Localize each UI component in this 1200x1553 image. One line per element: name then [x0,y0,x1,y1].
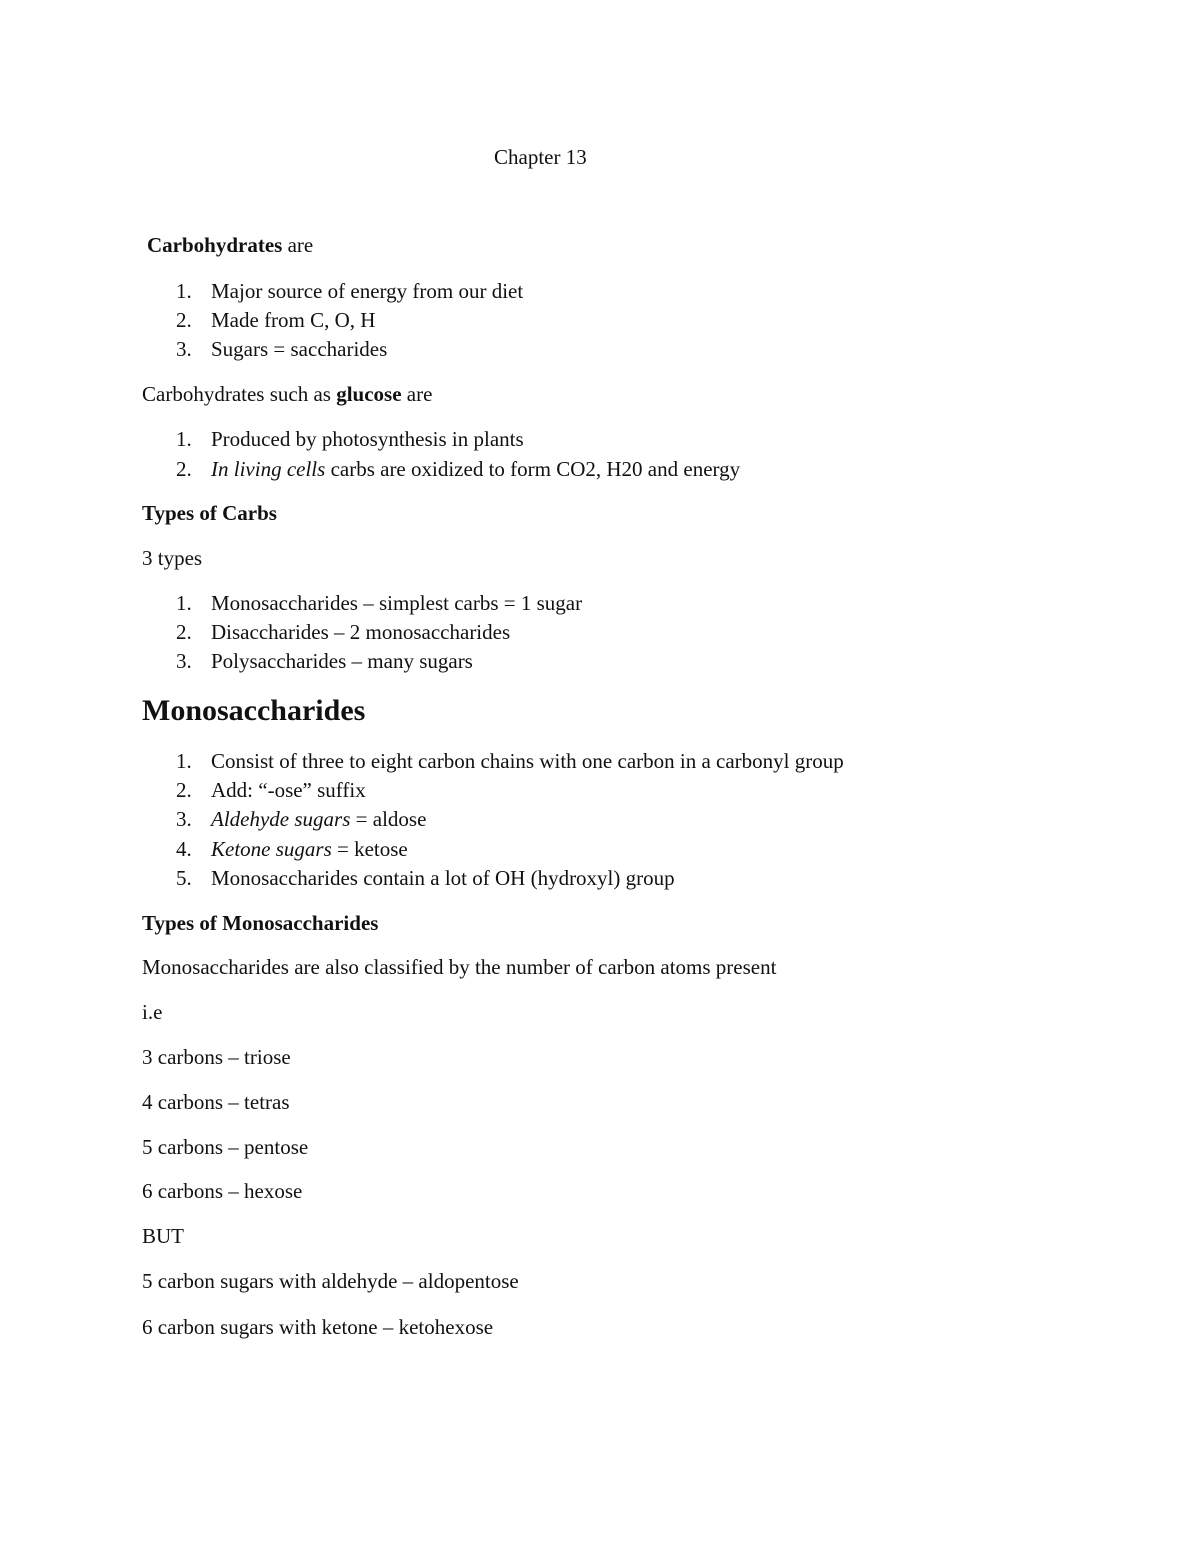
list-number: 2. [176,620,192,644]
section-heading: Monosaccharides [142,694,366,727]
list-number: 3. [176,807,192,831]
glucose-intro-post: are [401,382,433,406]
list-item: Made from C, O, H [211,308,376,332]
list-item: Consist of three to eight carbon chains with one carbon in a carbonyl group [211,749,844,773]
types-mono-heading: Types of Monosaccharides [142,911,379,935]
list-item [211,456,740,482]
paragraph: Monosaccharides are also classified by the number of carbon atoms present [142,955,777,979]
list-number: 1. [176,749,192,773]
list-item [211,836,408,862]
list-item: Monosaccharides – simplest carbs = 1 sugar [211,591,583,615]
list-number: 1. [176,427,192,451]
list-number: 5. [176,866,192,890]
list-item: Sugars = saccharides [211,337,388,361]
list-item-rest: carbs are oxidized to form CO2, H20 and energy [325,457,741,481]
types-count: 3 types [142,546,203,570]
paragraph: 5 carbons – pentose [142,1135,309,1159]
paragraph: 3 carbons – triose [142,1045,291,1069]
list-item: Add: “-ose” suffix [211,778,366,802]
list-item [211,806,426,832]
list-item-rest: = ketose [331,837,408,861]
list-number: 1. [176,279,192,303]
list-number: 2. [176,778,192,802]
paragraph: 5 carbon sugars with aldehyde – aldopentose [142,1269,519,1293]
paragraph: 4 carbons – tetras [142,1090,290,1114]
list-item-rest: = aldose [350,807,427,831]
carbs-intro-rest: are [282,233,314,257]
list-item: Produced by photosynthesis in plants [211,427,524,451]
carbs-term: Carbohydrates [147,233,283,257]
italic-phrase: In living cells [211,457,326,481]
glucose-intro-line [142,381,432,407]
list-item: Major source of energy from our diet [211,279,524,303]
italic-phrase: Ketone sugars [211,837,332,861]
paragraph: 6 carbon sugars with ketone – ketohexose [142,1315,494,1339]
glucose-intro-pre: Carbohydrates such as [142,382,337,406]
carbs-intro-line [147,232,313,258]
list-number: 3. [176,337,192,361]
list-number: 1. [176,591,192,615]
list-number: 2. [176,308,192,332]
page-title: Chapter 13 [494,145,587,169]
paragraph: 6 carbons – hexose [142,1179,303,1203]
types-heading: Types of Carbs [142,501,277,525]
list-number: 2. [176,457,192,481]
glucose-term: glucose [336,382,402,406]
italic-phrase: Aldehyde sugars [211,807,351,831]
paragraph: BUT [142,1224,184,1248]
paragraph: i.e [142,1000,163,1024]
list-number: 3. [176,649,192,673]
list-item: Polysaccharides – many sugars [211,649,473,673]
list-item: Disaccharides – 2 monosaccharides [211,620,511,644]
list-item: Monosaccharides contain a lot of OH (hydroxyl) group [211,866,675,890]
list-number: 4. [176,837,192,861]
